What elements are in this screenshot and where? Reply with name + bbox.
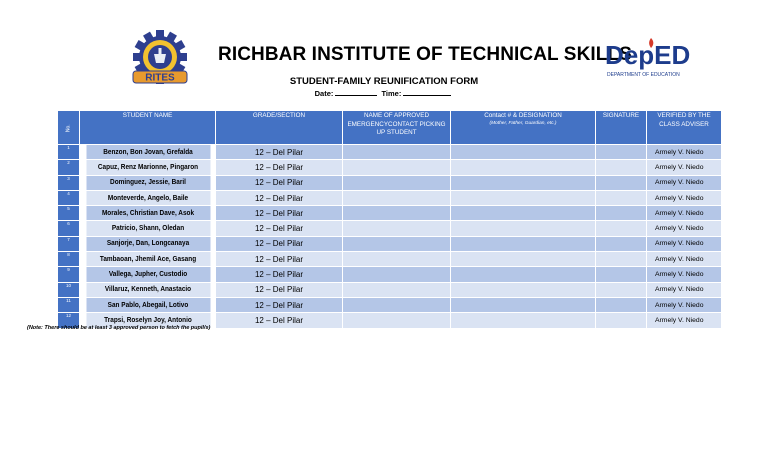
student-name-cell: Villaruz, Kenneth, Anastacio (85, 282, 210, 297)
contact-designation-cell[interactable] (451, 267, 596, 282)
table-row (58, 160, 722, 175)
approved-contact-cell[interactable] (343, 145, 451, 160)
signature-cell[interactable] (596, 206, 647, 221)
contact-designation-cell[interactable] (451, 282, 596, 297)
col-grade-section: GRADE/SECTION (216, 111, 343, 145)
form-title: STUDENT-FAMILY REUNIFICATION FORM (289, 76, 479, 87)
table-row (58, 236, 722, 251)
deped-tagline: DEPARTMENT OF EDUCATION (607, 72, 680, 78)
student-name-cell: Dominguez, Jessie, Baril (85, 175, 210, 190)
verified-adviser-cell: Armely V. Niedo (647, 175, 722, 190)
table-header-row (58, 111, 722, 145)
contact-designation-cell[interactable] (451, 252, 596, 267)
grade-section-cell: 12 – Del Pilar (216, 145, 343, 160)
grade-section-cell: 12 – Del Pilar (216, 221, 343, 236)
signature-cell[interactable] (596, 190, 647, 205)
row-number: 8 (58, 252, 80, 267)
grade-section-cell: 12 – Del Pilar (216, 297, 343, 312)
table-row (58, 282, 722, 297)
date-blank[interactable] (335, 88, 377, 96)
table-row (58, 297, 722, 312)
contact-designation-cell[interactable] (451, 190, 596, 205)
table-row (58, 206, 722, 221)
col-contact-designation-label: Contact # & DESIGNATION (484, 112, 562, 119)
table-row (58, 145, 722, 160)
date-time-line (0, 88, 768, 98)
verified-adviser-cell: Armely V. Niedo (647, 282, 722, 297)
grade-section-cell: 12 – Del Pilar (216, 206, 343, 221)
signature-cell[interactable] (596, 175, 647, 190)
form-note: (Note: There should be at least 3 approved person to fetch the pupil/s) (27, 325, 211, 331)
row-number: 12 (58, 313, 80, 328)
row-number: 1 (58, 145, 80, 160)
approved-contact-cell[interactable] (343, 160, 451, 175)
row-number: 4 (58, 190, 80, 205)
signature-cell[interactable] (596, 252, 647, 267)
grade-section-cell: 12 – Del Pilar (216, 313, 343, 328)
approved-contact-cell[interactable] (343, 236, 451, 251)
table-row (58, 252, 722, 267)
contact-designation-cell[interactable] (451, 313, 596, 328)
student-name-cell: Sanjorje, Dan, Longcanaya (85, 236, 210, 251)
contact-designation-cell[interactable] (451, 221, 596, 236)
grade-section-cell: 12 – Del Pilar (216, 282, 343, 297)
student-name-cell: Vallega, Jupher, Custodio (85, 267, 210, 282)
col-contact-designation (451, 111, 596, 145)
time-label: Time: (381, 89, 402, 98)
verified-adviser-cell: Armely V. Niedo (647, 221, 722, 236)
grade-section-cell: 12 – Del Pilar (216, 190, 343, 205)
contact-designation-cell[interactable] (451, 160, 596, 175)
rites-logo-text: RITES (145, 72, 175, 84)
approved-contact-cell[interactable] (343, 267, 451, 282)
student-name-cell: Capuz, Renz Marionne, Pingaron (85, 160, 210, 175)
approved-contact-cell[interactable] (343, 282, 451, 297)
verified-adviser-cell: Armely V. Niedo (647, 297, 722, 312)
signature-cell[interactable] (596, 313, 647, 328)
col-verified: VERIFIED BY THE CLASS ADVISER (647, 111, 722, 145)
col-student-name: STUDENT NAME (80, 111, 216, 145)
signature-cell[interactable] (596, 160, 647, 175)
student-name-cell: Monteverde, Angelo, Baile (85, 190, 210, 205)
grade-section-cell: 12 – Del Pilar (216, 267, 343, 282)
contact-designation-cell[interactable] (451, 236, 596, 251)
approved-contact-cell[interactable] (343, 221, 451, 236)
student-name-cell: Morales, Christian Dave, Asok (85, 206, 210, 221)
row-number: 3 (58, 175, 80, 190)
school-name: RICHBAR INSTITUTE OF TECHNICAL SKILLS (218, 44, 632, 65)
grade-section-cell: 12 – Del Pilar (216, 175, 343, 190)
date-label: Date: (314, 89, 334, 98)
table-row (58, 267, 722, 282)
approved-contact-cell[interactable] (343, 206, 451, 221)
approved-contact-cell[interactable] (343, 190, 451, 205)
row-number: 9 (58, 267, 80, 282)
approved-contact-cell[interactable] (343, 313, 451, 328)
time-blank[interactable] (403, 88, 451, 96)
table-row (58, 175, 722, 190)
student-name-cell: Tambaoan, Jhemil Ace, Gasang (85, 252, 210, 267)
col-approved-contact: NAME OF APPROVED EMERGENCYCONTACT PICKING UP STUDENT (343, 111, 451, 145)
row-number: 11 (58, 297, 80, 312)
verified-adviser-cell: Armely V. Niedo (647, 190, 722, 205)
form-header (0, 0, 768, 100)
row-number: 5 (58, 206, 80, 221)
row-number: 2 (58, 160, 80, 175)
signature-cell[interactable] (596, 267, 647, 282)
deped-logo (603, 34, 695, 80)
verified-adviser-cell: Armely V. Niedo (647, 206, 722, 221)
col-contact-designation-sub: (Mother, Father, Guardian, etc.) (489, 120, 557, 126)
signature-cell[interactable] (596, 282, 647, 297)
contact-designation-cell[interactable] (451, 206, 596, 221)
student-name-cell: Trapsi, Roselyn Joy, Antonio (85, 313, 210, 328)
approved-contact-cell[interactable] (343, 175, 451, 190)
table-body (58, 145, 722, 329)
approved-contact-cell[interactable] (343, 297, 451, 312)
approved-contact-cell[interactable] (343, 252, 451, 267)
student-name-cell: Benzon, Bon Jovan, Grefalda (85, 145, 210, 160)
row-number: 7 (58, 236, 80, 251)
contact-designation-cell[interactable] (451, 297, 596, 312)
deped-logo-text: DepED (605, 40, 691, 70)
col-signature: SIGNATURE (596, 111, 647, 145)
row-number: 10 (58, 282, 80, 297)
signature-cell[interactable] (596, 145, 647, 160)
reunification-table (57, 110, 722, 329)
signature-cell[interactable] (596, 297, 647, 312)
table-row (58, 221, 722, 236)
student-name-cell: Patricio, Shann, Oledan (85, 221, 210, 236)
signature-cell[interactable] (596, 221, 647, 236)
verified-adviser-cell: Armely V. Niedo (647, 236, 722, 251)
grade-section-cell: 12 – Del Pilar (216, 236, 343, 251)
row-number: 6 (58, 221, 80, 236)
col-no: No. (58, 111, 80, 145)
verified-adviser-cell: Armely V. Niedo (647, 145, 722, 160)
contact-designation-cell[interactable] (451, 145, 596, 160)
verified-adviser-cell: Armely V. Niedo (647, 160, 722, 175)
contact-designation-cell[interactable] (451, 175, 596, 190)
table-row (58, 190, 722, 205)
verified-adviser-cell: Armely V. Niedo (647, 267, 722, 282)
student-name-cell: San Pablo, Abegail, Lotivo (85, 297, 210, 312)
signature-cell[interactable] (596, 236, 647, 251)
verified-adviser-cell: Armely V. Niedo (647, 313, 722, 328)
verified-adviser-cell: Armely V. Niedo (647, 252, 722, 267)
grade-section-cell: 12 – Del Pilar (216, 160, 343, 175)
grade-section-cell: 12 – Del Pilar (216, 252, 343, 267)
